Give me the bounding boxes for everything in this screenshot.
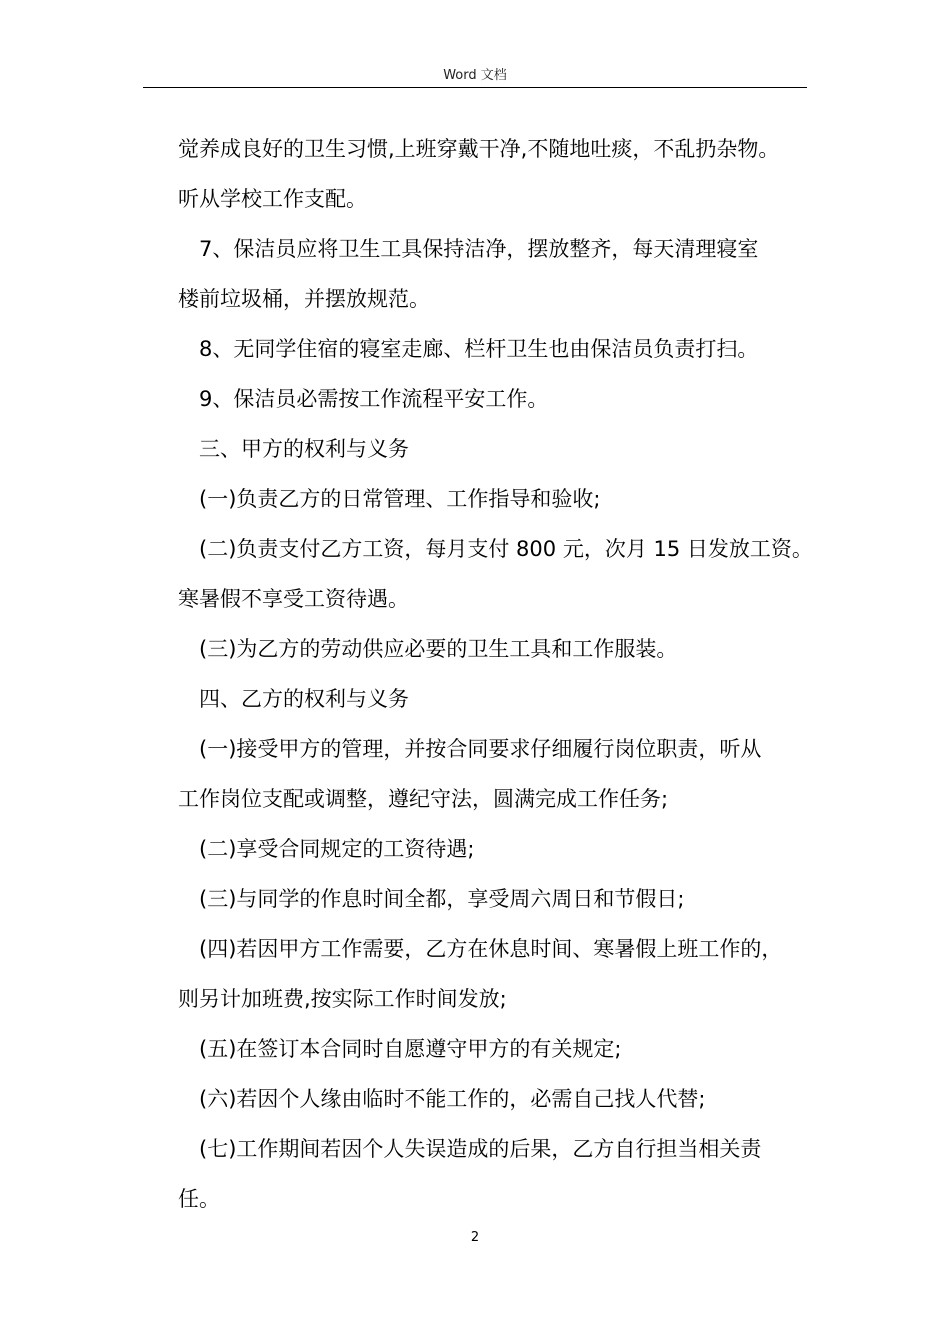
text-line: (四)若因甲方工作需要，乙方在休息时间、寒暑假上班工作的， — [199, 937, 783, 961]
header-divider — [143, 87, 807, 88]
text-line: 四、乙方的权利与义务 — [199, 687, 409, 711]
text-line: (六)若因个人缘由临时不能工作的，必需自己找人代替; — [199, 1087, 706, 1111]
text-line: 寒暑假不享受工资待遇。 — [178, 587, 409, 611]
text-line: (一)负责乙方的日常管理、工作指导和验收; — [199, 487, 601, 511]
page-number: 2 — [470, 1230, 480, 1245]
text-line: 工作岗位支配或调整，遵纪守法，圆满完成工作任务; — [178, 787, 669, 811]
text-line: 三、甲方的权利与义务 — [199, 437, 409, 461]
text-line: 8、无同学住宿的寝室走廊、栏杆卫生也由保洁员负责打扫。 — [199, 337, 759, 361]
text-line: (二)享受合同规定的工资待遇; — [199, 837, 475, 861]
text-line: 觉养成良好的卫生习惯,上班穿戴干净,不随地吐痰，不乱扔杂物。 — [178, 137, 780, 161]
text-line: (五)在签订本合同时自愿遵守甲方的有关规定; — [199, 1037, 622, 1061]
text-line: 7、保洁员应将卫生工具保持洁净，摆放整齐，每天清理寝室 — [199, 237, 759, 261]
text-line: 听从学校工作支配。 — [178, 187, 367, 211]
text-line: 楼前垃圾桶，并摆放规范。 — [178, 287, 430, 311]
page-header-title: Word 文档 — [443, 68, 507, 83]
text-line: 则另计加班费,按实际工作时间发放; — [178, 987, 507, 1011]
document-body — [178, 124, 818, 1224]
text-line: (二)负责支付乙方工资，每月支付 800 元，次月 15 日发放工资。 — [199, 537, 813, 561]
text-line: (三)与同学的作息时间全都，享受周六周日和节假日; — [199, 887, 685, 911]
text-line: 任。 — [178, 1187, 220, 1211]
text-line: (三)为乙方的劳动供应必要的卫生工具和工作服装。 — [199, 637, 678, 661]
text-line: 9、保洁员必需按工作流程平安工作。 — [199, 387, 549, 411]
text-line: (七)工作期间若因个人失误造成的后果，乙方自行担当相关责 — [199, 1137, 762, 1161]
text-line: (一)接受甲方的管理，并按合同要求仔细履行岗位职责，听从 — [199, 737, 762, 761]
